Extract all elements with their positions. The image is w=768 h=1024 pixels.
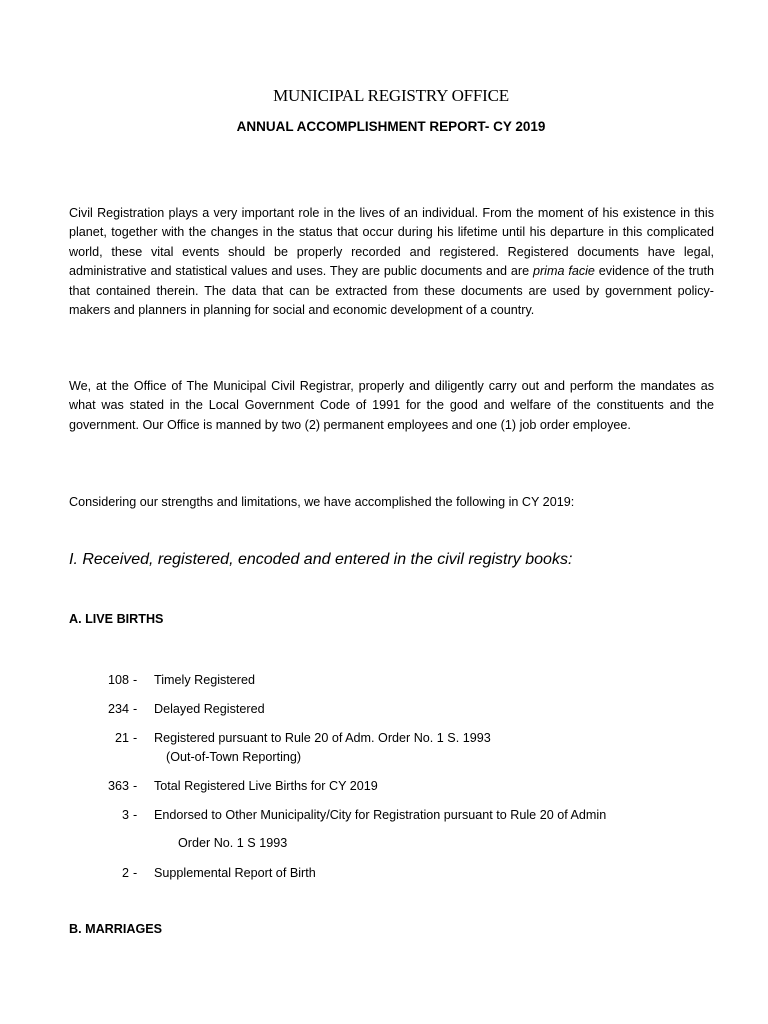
entry-text: Total Registered Live Births for CY 2019: [154, 779, 378, 793]
intro-paragraph-1: [69, 204, 714, 320]
intro-paragraph-2: We, at the Office of The Municipal Civil Registrar, properly and diligently carry out and perform the mandates as what was stated in the Local Government Code of 1991 for the good and welfare of the constituents and the government. Our Office is manned by two (2) permanent employees and one (1) job order employee.: [69, 379, 714, 432]
entry-number: 21: [114, 731, 129, 745]
intro-p1-text-end: evidence of the truth that contained therein. The data that can be extracted from these documents are used by government policy-makers and planners in planning for social and economic development of a country.: [69, 264, 714, 318]
entry-text: Timely Registered: [154, 673, 256, 687]
office-title: MUNICIPAL REGISTRY OFFICE: [273, 86, 509, 105]
entry-text: Registered pursuant to Rule 20 of Adm. Order No. 1 S. 1993: [154, 731, 491, 745]
section-heading-i: I. Received, registered, encoded and entered in the civil registry books:: [69, 551, 573, 568]
entry-dash: -: [133, 731, 138, 745]
entry-text: Delayed Registered: [154, 702, 265, 716]
entry-dash: -: [133, 702, 138, 716]
entry-dash: -: [133, 673, 138, 687]
entry-continuation: (Out-of-Town Reporting): [166, 750, 302, 764]
entry-text: Supplemental Report of Birth: [154, 866, 316, 880]
entry-text: Endorsed to Other Municipality/City for Registration pursuant to Rule 20 of Admin: [154, 808, 607, 822]
intro-paragraph-3: Considering our strengths and limitations, we have accomplished the following in CY 2019:: [69, 495, 575, 509]
live-births-heading: A. LIVE BIRTHS: [69, 612, 164, 626]
entry-dash: -: [133, 808, 138, 822]
intro-p1-text-start: Civil Registration plays a very important role in the lives of an individual. From the moment of his existence in this planet, together with the changes in the status that occur during his lifetime until his departure in this complicated world, these vital events should be properly recorded and registered. Registered documents have legal, administrative and statistical values and uses. They are public documents and are: [69, 206, 714, 279]
entry-dash: -: [133, 779, 138, 793]
entry-number: 2: [121, 866, 129, 880]
entry-number: 363: [107, 779, 129, 793]
intro-p1-italic-term: prima facie: [532, 264, 595, 279]
report-title: ANNUAL ACCOMPLISHMENT REPORT- CY 2019: [236, 119, 546, 134]
entry-number: 3: [121, 808, 129, 822]
entry-number: 234: [107, 702, 129, 716]
entry-number: 108: [107, 673, 129, 687]
entry-dash: -: [133, 866, 138, 880]
marriages-heading: B. MARRIAGES: [69, 922, 163, 936]
entry-continuation: Order No. 1 S 1993: [178, 836, 288, 850]
